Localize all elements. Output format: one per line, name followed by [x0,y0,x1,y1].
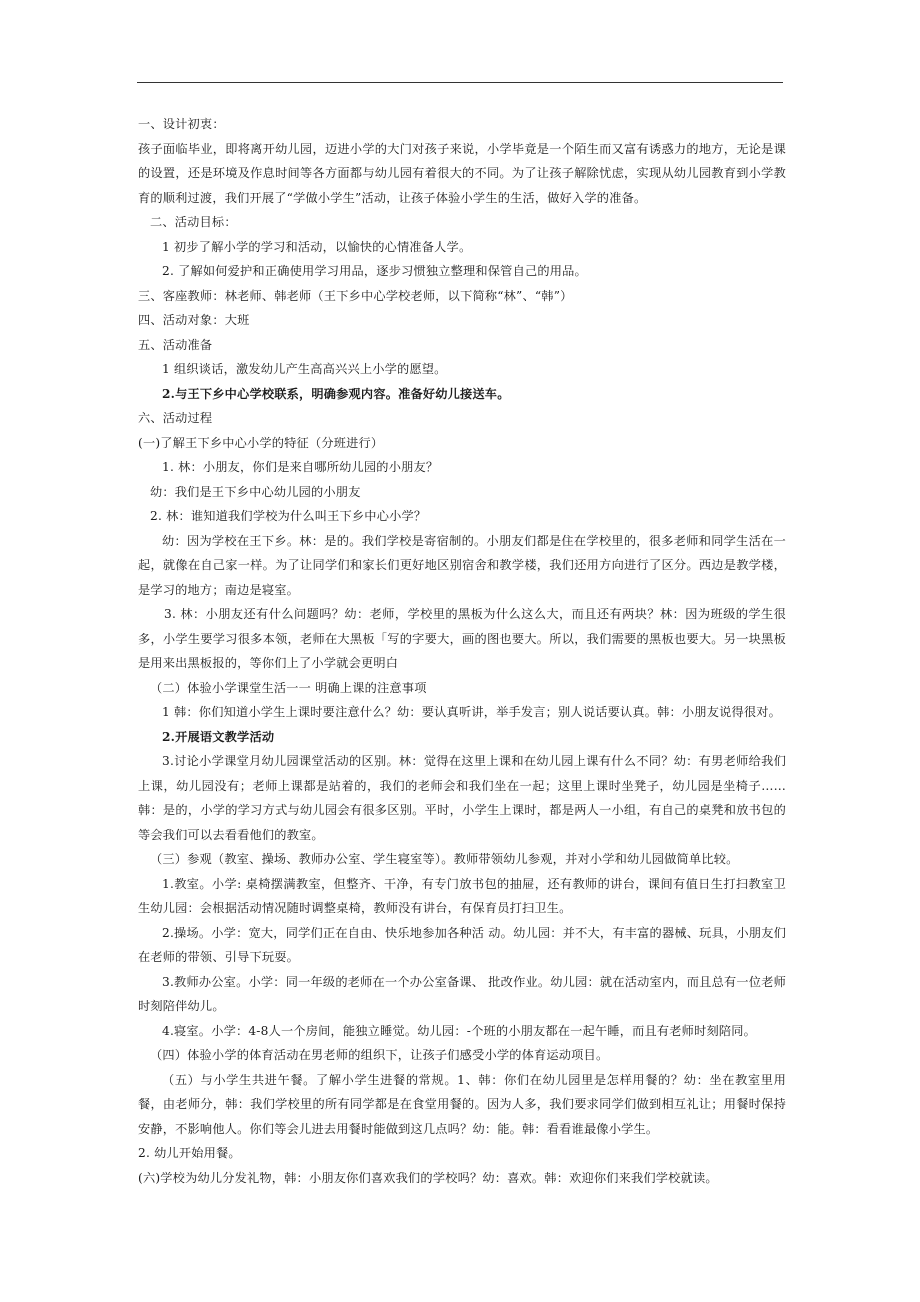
paragraph-design-intro: 孩子面临毕业，即将离开幼儿园，迈进小学的大门对孩子来说，小学毕竟是一个陌生而又富有诱惑力的地方，无论是课的设置，还是环境及作息时间等各方面都与幼儿园有着很大的不同。为了让孩子解除忧虑，实现从幼儿园教育到小学教育的顺利过渡，我们开展了“学做小学生”活动，让孩子体验小学生的生活，做好入学的准备。 [138,141,786,205]
section-heading-goals: 二、活动目标： [150,215,237,229]
section-heading-teachers: 三、客座教师：林老师、韩老师（王下乡中心学校老师，以下简称“林”、“韩”） [138,288,573,303]
process-part-5: （五）与小学生共进午餐。了解小学生进餐的常规。1、韩：你们在幼儿园里是怎样用餐的？幼：坐在教室里用餐，由老师分，韩：我们学校里的所有同学都是在食堂用餐的。因为人多，我们要求同学们做到相互礼让；用餐时保持安静，不影响他人。你们等会儿进去用餐时能做到这几点吗？幼：能。韩：看看谁最像小学生。 [138,1072,786,1136]
section-heading-preparation: 五、活动准备 [138,337,213,352]
process-part-4-heading: （四）体验小学的体育活动在男老师的组织下，让孩子们感受小学的体育运动项目。 [150,1048,609,1062]
classroom-item-1: 1 韩：你们知道小学生上课时要注意什么？幼：要认真听讲，举手发言；别人说话要认真。韩：小朋友说得很对。 [162,705,782,719]
dialogue-1: 1. 林：小朋友，你们是来自哪所幼儿园的小朋友？ [162,460,439,474]
meal-item-2: 2. 幼儿开始用餐。 [138,1146,241,1160]
visit-item-playground: 2.操场。小学：宽大，同学们正在自由、快乐地参加各种活 动。幼儿园：并不大，有丰富的器械、玩具，小朋友们在老师的带领、引导下玩耍。 [138,925,786,964]
process-part-3-heading: （三）参观（教室、操场、教师办公室、学生寝室等）。教师带领幼儿参观，并对小学和幼儿园做简单比较。 [150,852,739,866]
preparation-item-1: 1 组织谈话，激发幼儿产生高高兴兴上小学的愿望。 [162,362,447,376]
goal-item-1: 1 初步了解小学的学习和活动，以愉快的心情准备人学。 [162,239,472,254]
visit-item-dormitory: 4.寝室。小学：4-8人一个房间，能独立睡觉。幼儿园：-个班的小朋友都在一起午睡，而且有老师时刻陪同。 [162,1023,757,1038]
dialogue-2: 2. 林：谁知道我们学校为什么叫王下乡中心小学？ [150,509,427,523]
section-heading-audience: 四、活动对象：大班 [138,313,250,327]
dialogue-2-reply: 幼：因为学校在王下乡。林：是的。我们学校是寄宿制的。小朋友们都是住在学校里的，很多老师和同学生活在一起，就像在自己家一样。为了让同学们和家长们更好地区别宿舍和教学楼，我们还用方向进行了区分。西边是教学楼，是学习的地方；南边是寝室。 [138,533,786,597]
section-heading-process: 六、活动过程 [138,411,213,425]
section-heading-design: 一、设计初衷： [138,117,225,131]
visit-item-classroom: 1.教室。小学: 桌椅摆满教室，但整齐、干净，有专门放书包的抽屉，还有教师的讲台，课间有值日生打扫教室卫生幼儿园：会根据活动情况随时调整桌椅，教师没有讲台，有保育员打扫卫生。 [138,876,786,915]
classroom-item-3: 3.讨论小学课堂月幼儿园课堂活动的区别。林：觉得在这里上课和在幼儿园上课有什么不同？幼：有男老师给我们上课，幼儿园没有；老师上课都是站着的，我们的老师会和我们坐在一起；这里上课时坐凳子，幼儿园是坐椅子……韩：是的，小学的学习方式与幼儿园会有很多区别。平时，小学生上课时，都是两人一小组，有自己的桌凳和放书包的等会我们可以去看看他们的教室。 [138,754,786,842]
header-rule [137,82,783,83]
process-part-6: (六)学校为幼儿分发礼物，韩：小朋友你们喜欢我们的学校吗？幼：喜欢。韩：欢迎你们来我们学校就读。 [138,1170,718,1185]
document-body [138,112,786,1190]
goal-item-2: 2. 了解如何爱护和正确使用学习用品，逐步习惯独立整理和保管自己的用品。 [162,264,587,278]
preparation-item-2: 2.与王下乡中心学校联系，明确参观内容。准备好幼儿接送车。 [162,386,510,401]
visit-item-office: 3.教师办公室。小学：同一年级的老师在一个办公室备课、 批改作业。幼儿园：就在活动室内，而且总有一位老师时刻陪伴幼儿。 [138,974,786,1013]
process-part-2-heading: （二）体验小学课堂生活一一 明确上课的注意事项 [150,680,427,695]
classroom-item-2: 2.开展语文教学活动 [162,729,275,744]
process-part-1-heading: (一)了解王下乡中心小学的特征（分班进行） [138,435,384,450]
dialogue-1-reply: 幼：我们是王下乡中心幼儿园的小朋友 [150,484,361,499]
dialogue-3: 3. 林：小朋友还有什么问题吗？幼：老师，学校里的黑板为什么这么大，而且还有两块？林：因为班级的学生很多，小学生要学习很多本领，老师在大黑板「写的字要大，画的图也要大。所以，我们需要的黑板也要大。另一块黑板是用来出黑板报的，等你们上了小学就会更明白 [138,607,786,670]
